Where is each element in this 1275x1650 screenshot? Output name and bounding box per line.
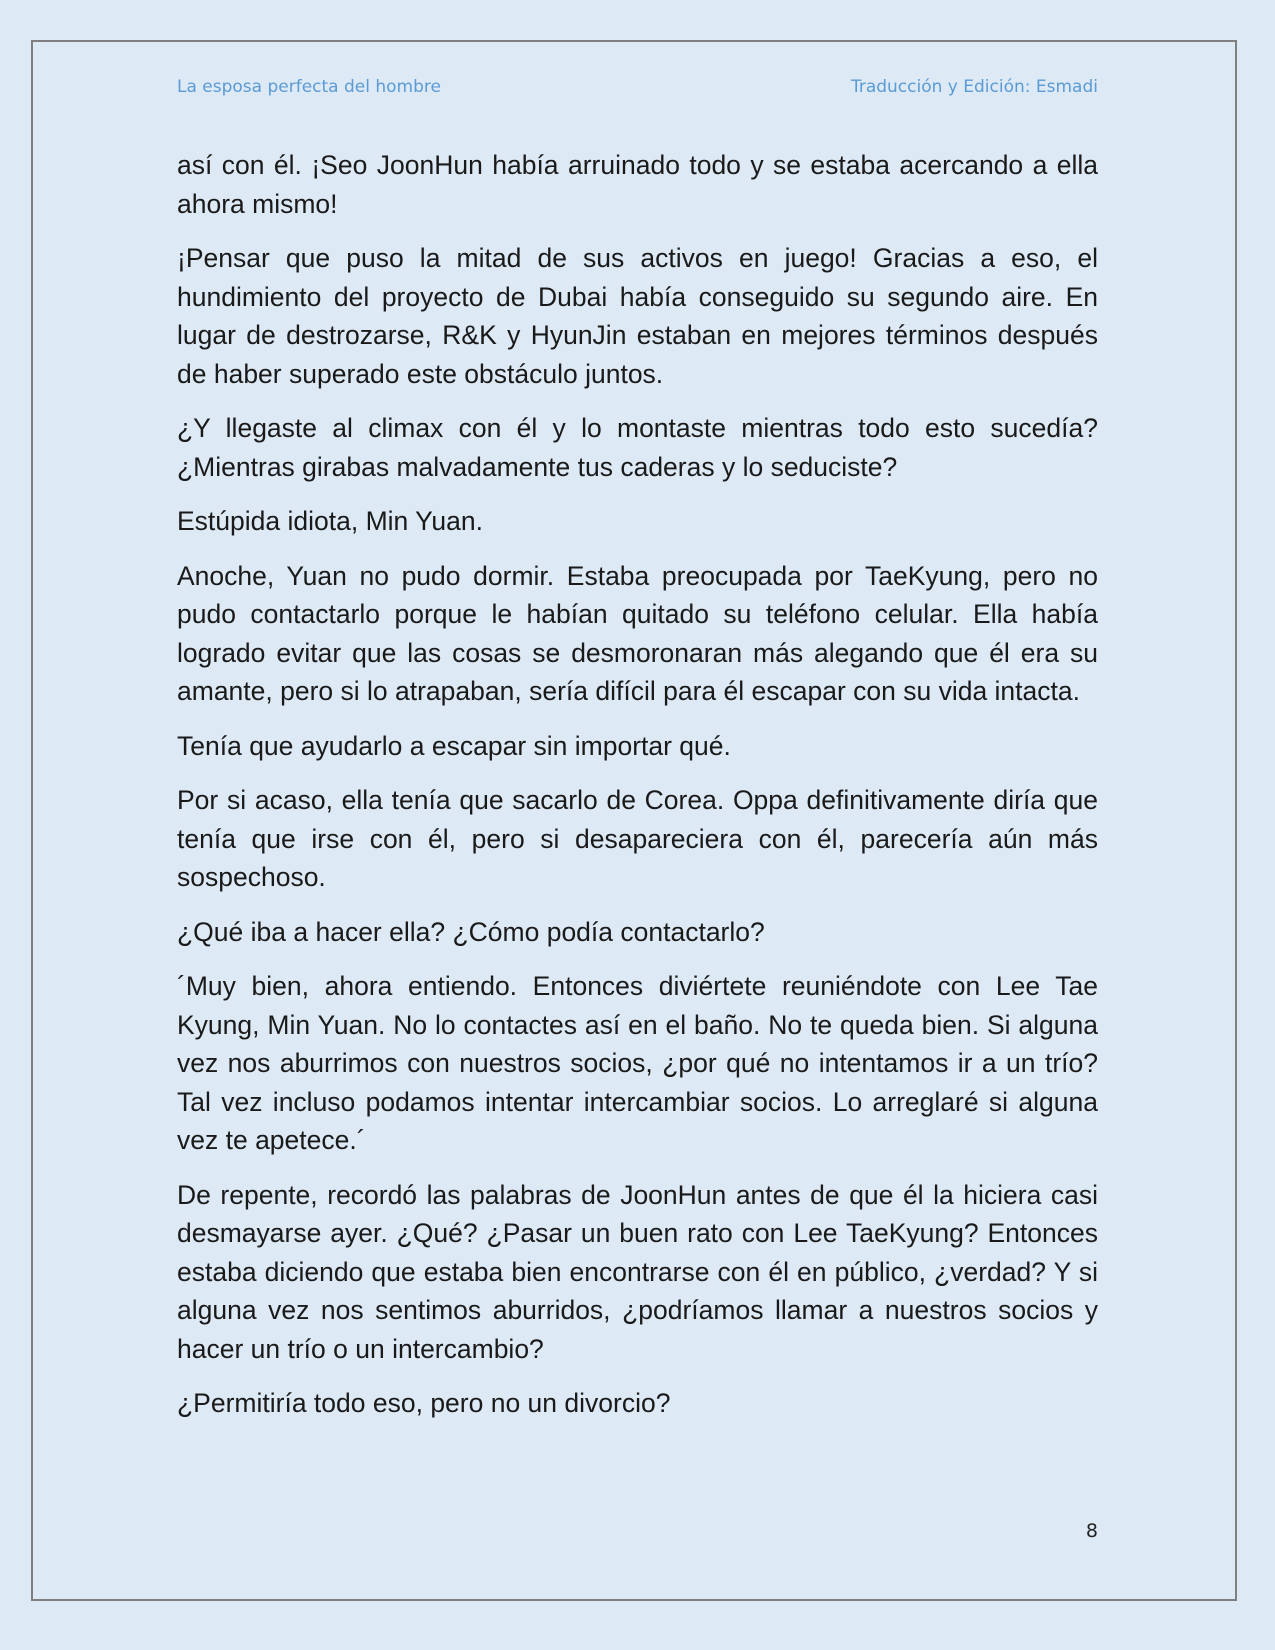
paragraph: ¿Permitiría todo eso, pero no un divorcio? xyxy=(177,1388,671,1418)
paragraph: ¿Qué iba a hacer ella? ¿Cómo podía contactarlo? xyxy=(177,916,765,947)
header-credits: Traducción y Edición: Esmadi xyxy=(850,77,1098,97)
paragraph: ¡Pensar que puso la mitad de sus activos en juego! Gracias a eso, el hundimiento del proyecto de Dubai había conseguido su segundo aire. En lugar de destrozarse, R&K y HyunJin estaban en mejores términos después de haber superado este obstáculo juntos. xyxy=(177,243,1098,389)
paragraph: así con él. ¡Seo JoonHun había arruinado todo y se estaba acercando a ella ahora mismo! xyxy=(177,150,1098,219)
document-body xyxy=(177,146,1098,1439)
page-header xyxy=(177,74,1098,100)
paragraph: De repente, recordó las palabras de JoonHun antes de que él la hiciera casi desmayarse ayer. ¿Qué? ¿Pasar un buen rato con Lee TaeKyung? Entonces estaba diciendo que estaba bien encontrarse con él en público, ¿verdad? Y si alguna vez nos sentimos aburridos, ¿podríamos llamar a nuestros socios y hacer un trío o un intercambio? xyxy=(177,1179,1098,1364)
paragraph: Por si acaso, ella tenía que sacarlo de Corea. Oppa definitivamente diría que tenía que irse con él, pero si desapareciera con él, parecería aún más sospechoso. xyxy=(177,785,1098,892)
page-number: 8 xyxy=(1085,1520,1098,1542)
paragraph: ´Muy bien, ahora entiendo. Entonces diviértete reuniéndote con Lee Tae Kyung, Min Yuan. No lo contactes así en el baño. No te queda bien. Si alguna vez nos aburrimos con nuestros socios, ¿por qué no intentamos ir a un trío? Tal vez incluso podamos intentar intercambiar socios. Lo arreglaré si alguna vez te apetece.´ xyxy=(177,971,1098,1155)
paragraph: Anoche, Yuan no pudo dormir. Estaba preocupada por TaeKyung, pero no pudo contactarlo porque le habían quitado su teléfono celular. Ella había logrado evitar que las cosas se desmoronaran más alegando que él era su amante, pero si lo atrapaban, sería difícil para él escapar con su vida intacta. xyxy=(177,560,1098,706)
header-book-title: La esposa perfecta del hombre xyxy=(177,77,441,97)
paragraph: Estúpida idiota, Min Yuan. xyxy=(177,506,483,536)
paragraph: ¿Y llegaste al climax con él y lo montaste mientras todo esto sucedía? ¿Mientras girabas malvadamente tus caderas y lo seduciste? xyxy=(177,413,1098,482)
paragraph: Tenía que ayudarlo a escapar sin importar qué. xyxy=(177,730,731,761)
